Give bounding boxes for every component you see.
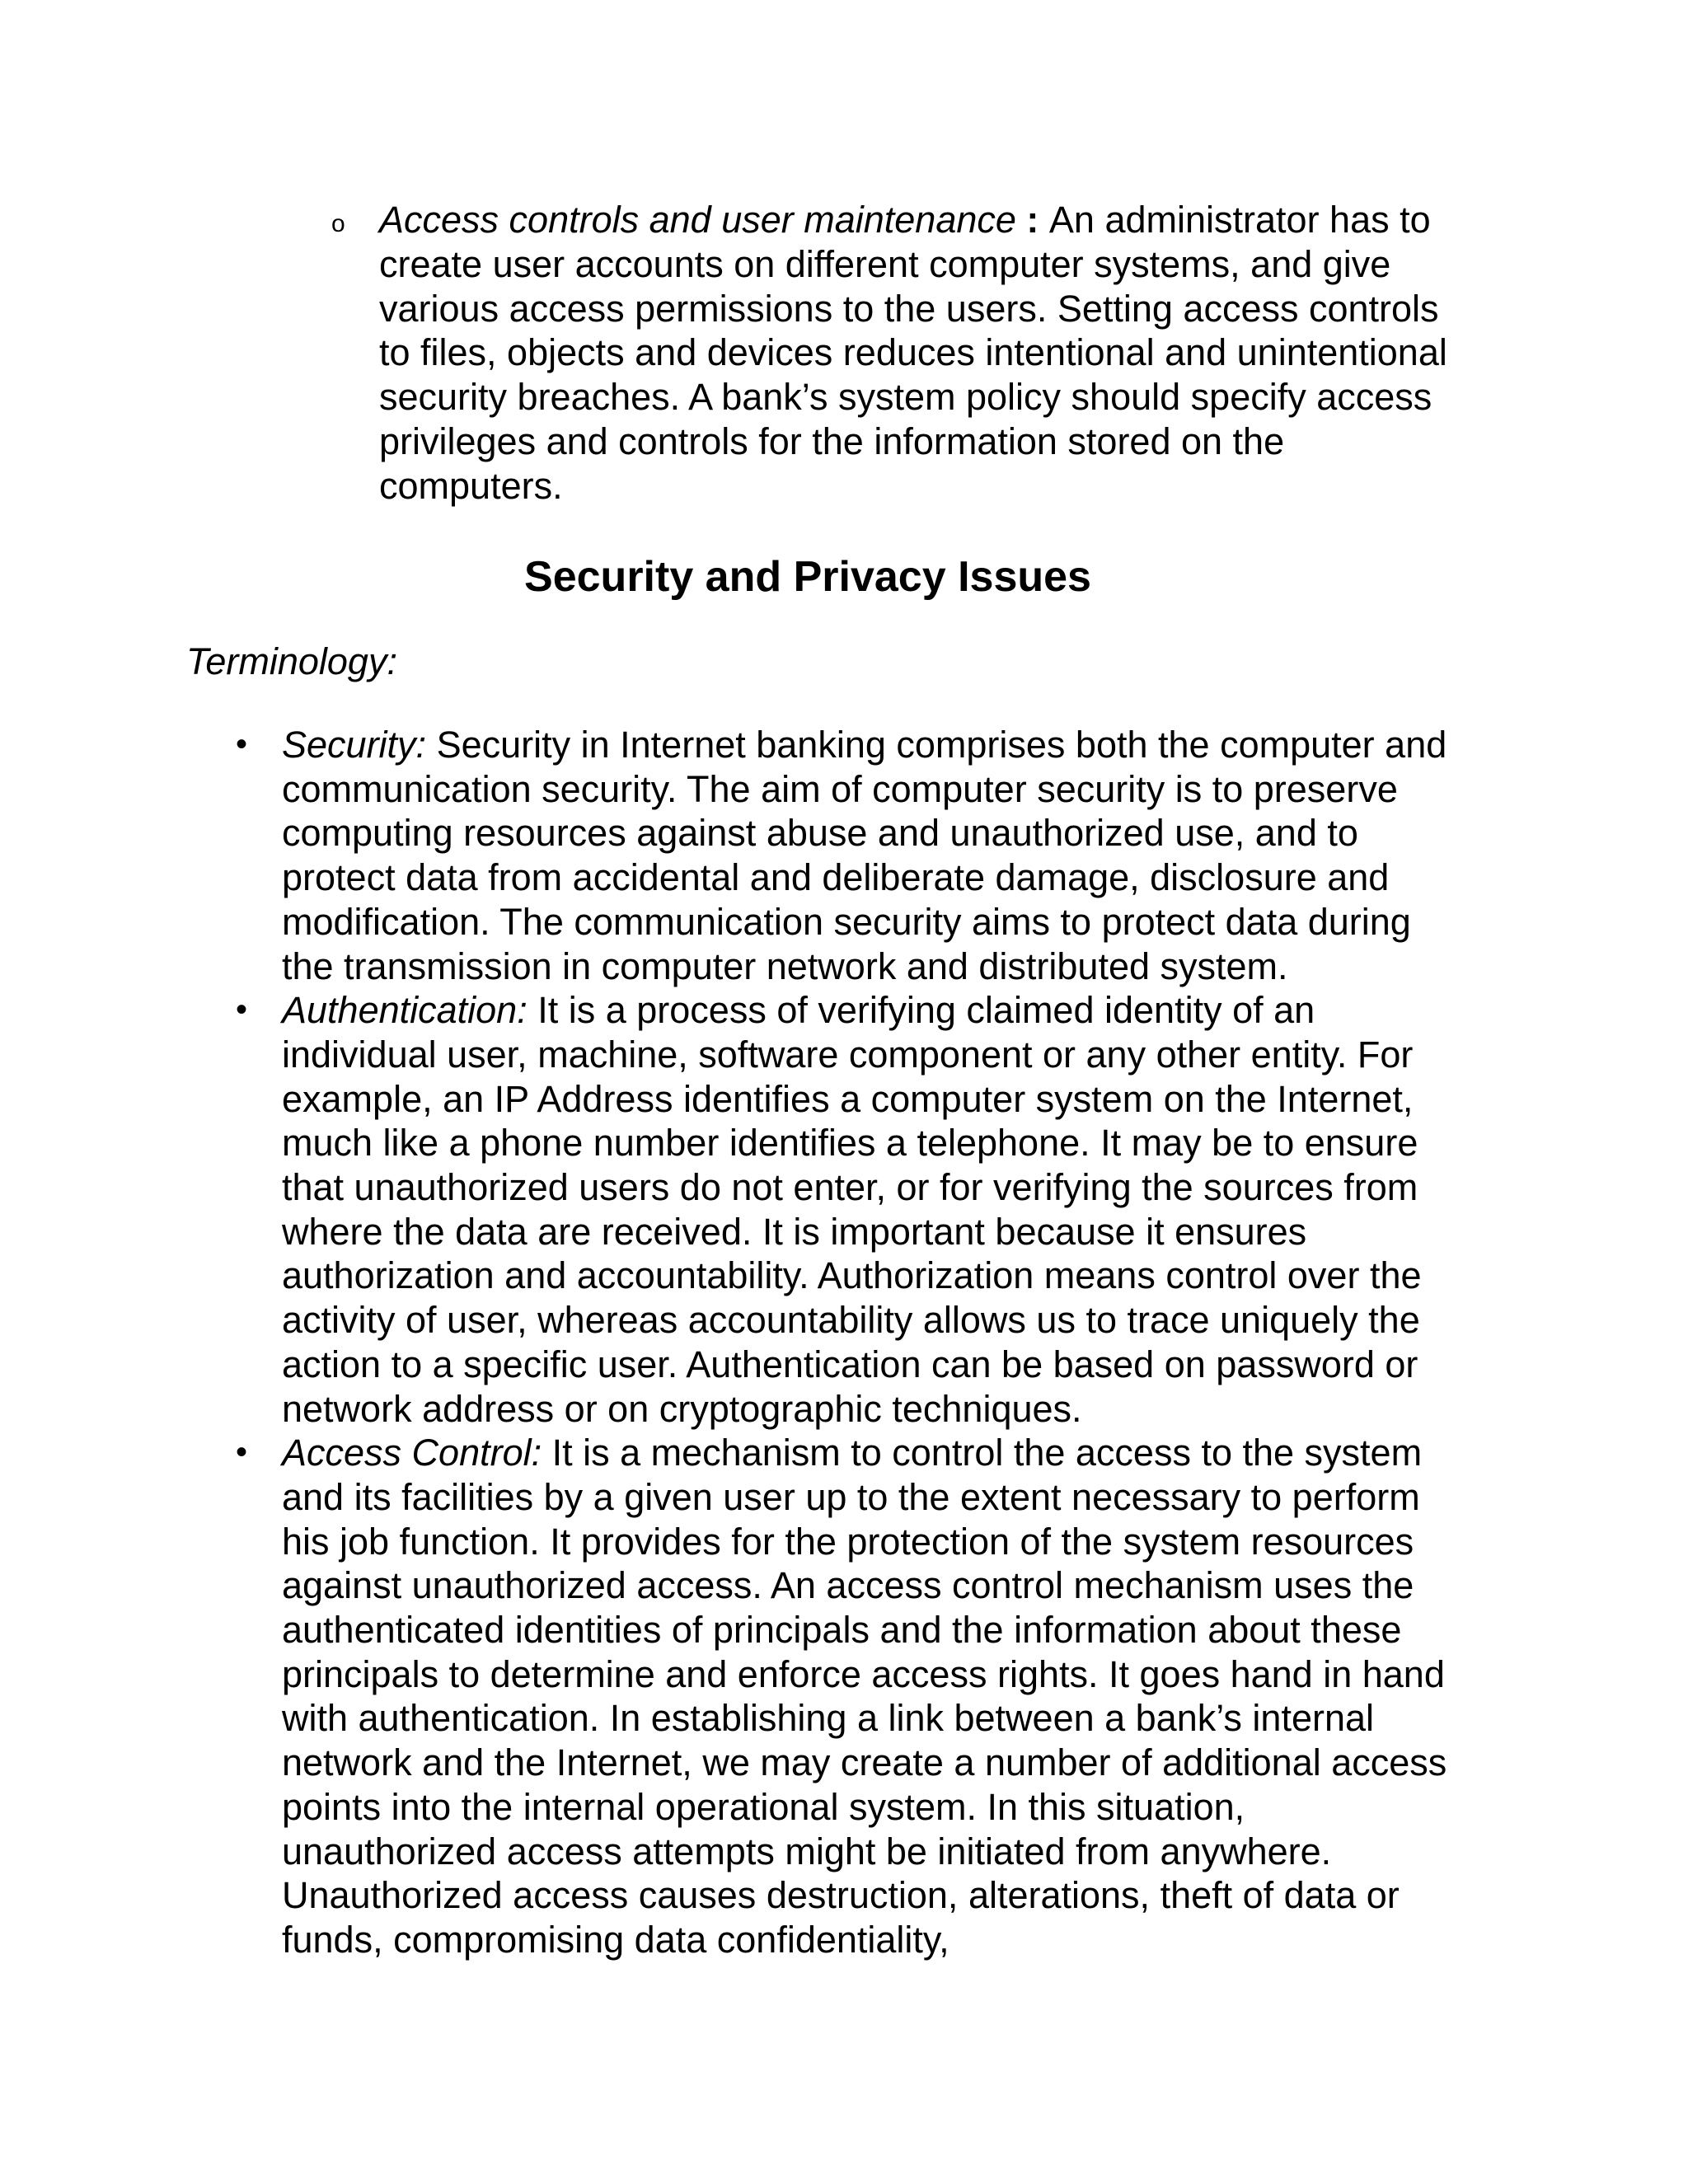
sub-item-text: An administrator has to create user accounts on different computer systems, and give various access permissions to the users. Setting access controls to files, objects and devices reduces intentional and unintentional security breaches. A bank’s system policy should specify access privileges and controls for the information stored on the computers. (379, 199, 1447, 507)
list-item-text: It is a mechanism to control the access to the system and its facilities by a given user up to the extent necessary to perform his job function. It provides for the protection of the system resources against unauthorized access. An access control mechanism uses the authenticated identities of principals and the information about these principals to determine and enforce access rights. It goes hand in hand with authentication. In establishing a link between a bank’s internal network and the Internet, we may create a number of additional access points into the internal operational system. In this situation, unauthorized access attempts might be initiated from anywhere. Unauthorized access causes destruction, alterations, theft of data or funds, compromising data confidentiality, (282, 1432, 1447, 1961)
section-title: Security and Privacy Issues (524, 553, 1091, 601)
list-item-access-control (236, 1431, 1452, 1961)
sub-list-item-access-controls (331, 198, 1451, 509)
list-item-security (236, 723, 1452, 988)
list-item-term: Security: (282, 724, 427, 766)
list-item-text: Security in Internet banking comprises both the computer and communication security. The aim of computer security is to preserve computing resources against abuse and unauthorized use, and to protect data from accidental and deliberate damage, disclosure and modification. The communication security aims to protect data during the transmission in computer network and distributed system. (282, 724, 1447, 987)
bullet-dot-icon: • (236, 991, 248, 1029)
terminology-label: Terminology: (186, 640, 397, 682)
list-item-text: It is a process of verifying claimed identity of an individual user, machine, software component or any other entity. For example, an IP Address identifies a computer system on the Internet, much like a phone number identifies a telephone. It may be to ensure that unauthorized users do not enter, or for verifying the sources from where the data are received. It is important because it ensures authorization and accountability. Authorization means control over the activity of user, whereas accountability allows us to trace uniquely the action to a specific user. Authentication can be based on password or network address or on cryptographic techniques. (282, 989, 1422, 1430)
list-item-authentication (236, 988, 1452, 1431)
terminology-list (236, 723, 1452, 1962)
sub-item-term: Access controls and user maintenance (379, 199, 1016, 241)
sub-item-separator: : (1015, 199, 1049, 241)
list-item-term: Authentication: (282, 989, 528, 1032)
bullet-dot-icon: • (236, 726, 248, 762)
hollow-bullet-icon: o (331, 210, 345, 237)
list-item-term: Access Control: (282, 1432, 542, 1474)
bullet-dot-icon: • (236, 1434, 248, 1471)
